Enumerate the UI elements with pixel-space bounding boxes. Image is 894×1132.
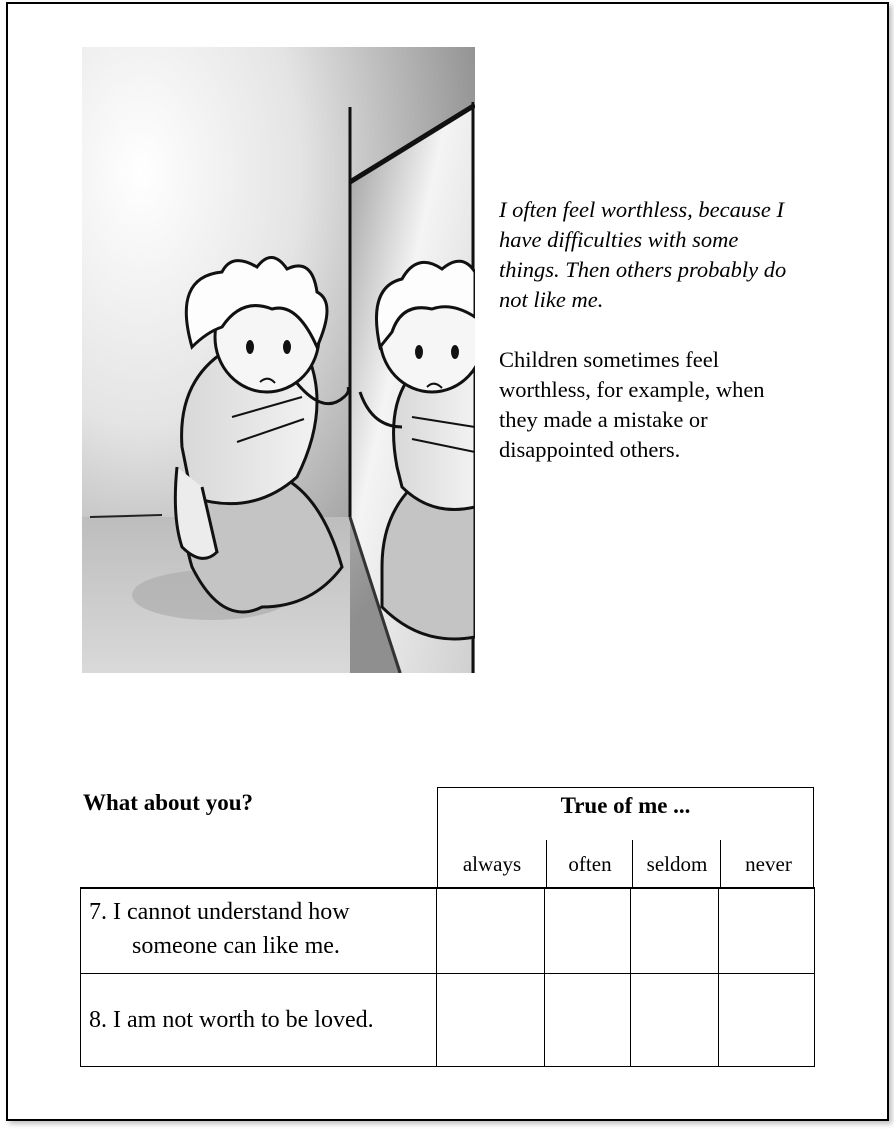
caption xyxy=(499,195,799,465)
answer-cell-7-always[interactable] xyxy=(437,889,545,973)
statement-number: 7. xyxy=(89,899,107,925)
answer-cell-8-always[interactable] xyxy=(437,974,545,1066)
statement-number: 8. xyxy=(89,1007,107,1033)
answer-cell-7-often[interactable] xyxy=(545,889,631,973)
statement-text-line1: I am not worth to be loved. xyxy=(113,1007,374,1033)
answer-cell-8-seldom[interactable] xyxy=(631,974,719,1066)
table-row xyxy=(81,973,814,1066)
caption-explanation: Children sometimes feel worthless, for example, when they made a mistake or disappointed others. xyxy=(499,347,765,462)
scale-header xyxy=(437,787,814,888)
scale-title: True of me ... xyxy=(560,793,691,818)
scale-option-never: never xyxy=(720,840,816,889)
statement-7 xyxy=(81,889,437,973)
answer-cell-8-never[interactable] xyxy=(719,974,814,1066)
survey-title: What about you? xyxy=(83,790,253,815)
answer-cell-8-often[interactable] xyxy=(545,974,631,1066)
illustration-boy-mirror xyxy=(82,47,475,673)
table-row xyxy=(81,889,814,973)
answer-cell-7-seldom[interactable] xyxy=(631,889,719,973)
statement-text-line2: someone can like me. xyxy=(132,933,340,959)
scale-option-often: often xyxy=(546,840,633,889)
caption-quote: I often feel worthless, because I have difficulties with some things. Then others probably do not like me. xyxy=(499,197,787,312)
statement-text-line1: I cannot understand how xyxy=(113,899,350,925)
answer-cell-7-never[interactable] xyxy=(719,889,814,973)
statement-8 xyxy=(81,974,437,1066)
scale-option-always: always xyxy=(462,852,522,876)
illustration-svg xyxy=(82,47,475,673)
survey-table xyxy=(80,887,815,1067)
scale-option-seldom: seldom xyxy=(632,840,721,889)
